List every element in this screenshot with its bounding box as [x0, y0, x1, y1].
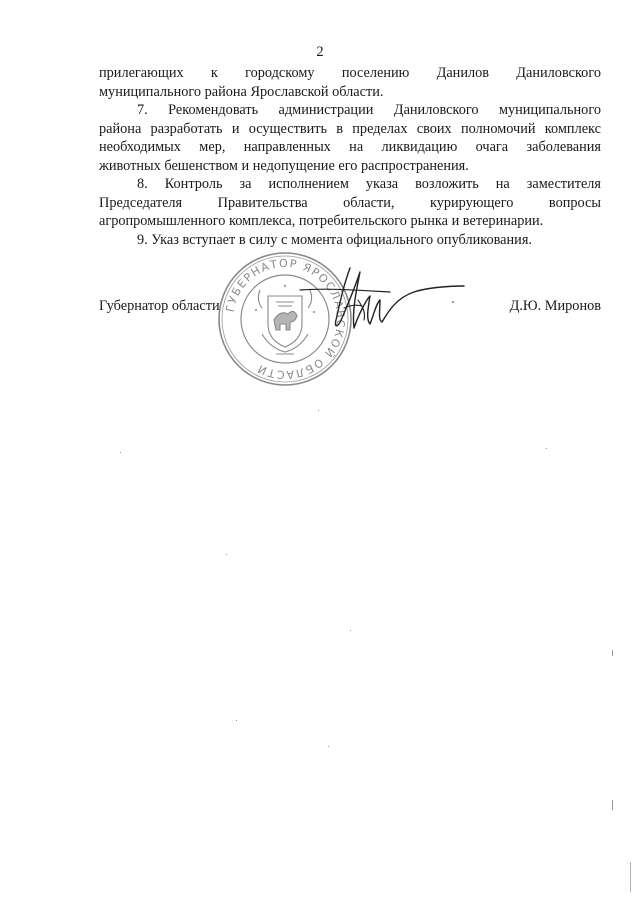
- scan-speck: [318, 410, 319, 411]
- scan-speck: [612, 800, 613, 810]
- paragraph-continuation: [99, 64, 601, 101]
- signatory-title: Губернатор области: [99, 298, 220, 314]
- text-line: района разработать и осуществить в пределах своих полномочий комплекс: [99, 120, 601, 137]
- scan-speck: [120, 452, 121, 453]
- page-number: 2: [316, 44, 324, 60]
- scan-speck: [226, 554, 227, 555]
- scan-speck: [546, 448, 547, 449]
- paragraph-item-7: [99, 101, 601, 175]
- document-body: [99, 64, 601, 249]
- paragraph-item-8: [99, 175, 601, 231]
- text-line: агропромышленного комплекса, потребительского рынка и ветеринарии.: [99, 213, 544, 229]
- scan-speck: [328, 746, 329, 747]
- text-line: 8. Контроль за исполнением указа возложить на заместителя: [137, 176, 601, 192]
- text-line: прилегающих к городскому поселению Данилов Даниловского: [99, 65, 601, 81]
- seal-ring-text: ГУБЕРНАТОР ЯРОСЛАВСКОЙ ОБЛАСТИ: [223, 256, 348, 382]
- text-line: необходимых мер, направленных на ликвидацию очага заболевания: [99, 139, 601, 155]
- handwritten-signature: [296, 262, 466, 342]
- text-line: муниципального района Ярославской области.: [99, 83, 384, 100]
- scan-speck: [350, 630, 351, 631]
- text-line: животных бешенством и недопущение его распространения.: [99, 157, 469, 174]
- scan-speck: [452, 301, 454, 303]
- scan-speck: [612, 650, 613, 656]
- text-line: Председателя Правительства области, курирующего вопросы: [99, 194, 601, 211]
- text-line: 7. Рекомендовать администрации Даниловского муниципального: [137, 102, 601, 118]
- scan-edge-mark: [630, 862, 631, 892]
- text-line: 9. Указ вступает в силу с момента официального опубликования.: [137, 231, 532, 248]
- paragraph-item-9: [99, 231, 601, 250]
- signatory-name: Д.Ю. Миронов: [509, 298, 601, 314]
- scan-speck: [236, 720, 237, 721]
